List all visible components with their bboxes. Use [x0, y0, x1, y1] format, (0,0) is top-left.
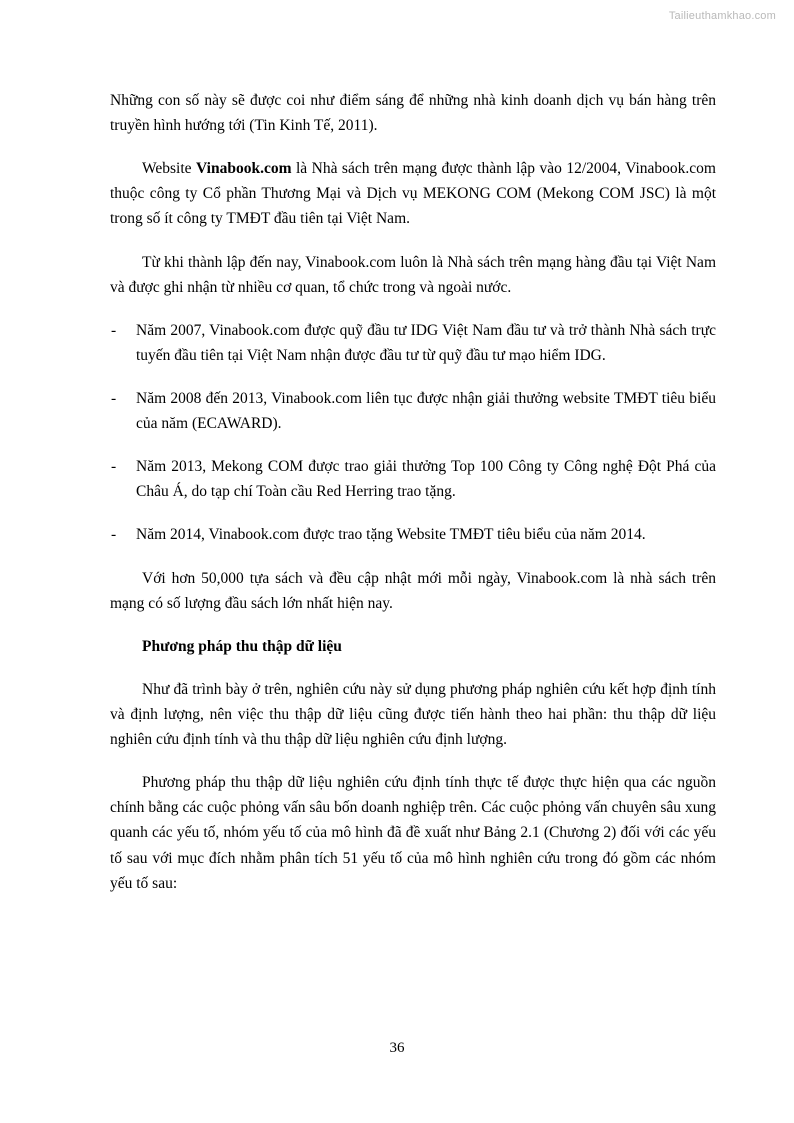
page-content: [110, 88, 716, 914]
paragraph-intro: Những con số này sẽ được coi như điểm sáng để những nhà kinh doanh dịch vụ bán hàng trên truyền hình hướng tới (Tin Kinh Tế, 2011).: [110, 92, 716, 135]
page-number: 36: [389, 1040, 405, 1056]
bullet-dash: -: [111, 526, 117, 544]
text-after-bold: là Nhà sách trên mạng được thành lập vào 12/2004, Vinabook.com thuộc công ty Cổ phần Thương Mại và Dịch vụ MEKONG COM (Mekong COM JSC) là một trong số ít công ty TMĐT đầu tiên tại Việt Nam.: [110, 160, 716, 228]
section-heading-data-collection: Phương pháp thu thập dữ liệu: [142, 637, 342, 655]
list-item-2007: [110, 318, 716, 368]
list-item-text: Năm 2013, Mekong COM được trao giải thưởng Top 100 Công ty Công nghệ Đột Phá của Châu Á, do tạp chí Toàn cầu Red Herring trao tặng.: [136, 458, 716, 501]
company-name-bold: Vinabook.com: [196, 160, 292, 178]
list-item-2013: [110, 454, 716, 504]
paragraph-qualitative-method: Phương pháp thu thập dữ liệu nghiên cứu định tính thực tế được thực hiện qua các nguồn chính bằng các cuộc phỏng vấn sâu bốn doanh nghiệp trên. Các cuộc phỏng vấn chuyên sâu xung quanh các yếu tố, nhóm yếu tố của mô hình đã đề xuất như Bảng 2.1 (Chương 2) đối với các yếu tố sau với mục đích nhằm phân tích 51 yếu tố của mô hình nghiên cứu trong đó gồm các nhóm yếu tố sau:: [110, 774, 716, 892]
list-item-text: Năm 2014, Vinabook.com được trao tặng Website TMĐT tiêu biểu của năm 2014.: [136, 526, 646, 544]
list-item-text: Năm 2008 đến 2013, Vinabook.com liên tục được nhận giải thưởng website TMĐT tiêu biểu của năm (ECAWARD).: [136, 389, 716, 433]
bullet-dash: -: [111, 321, 117, 339]
paragraph-leading-bookstore: Từ khi thành lập đến nay, Vinabook.com luôn là Nhà sách trên mạng hàng đầu tại Việt Nam và được ghi nhận từ nhiều cơ quan, tổ chức trong và ngoài nước.: [110, 253, 716, 296]
paragraph-vinabook-intro: [110, 156, 716, 231]
paragraph-titles-count: Với hơn 50,000 tựa sách và đều cập nhật mới mỗi ngày, Vinabook.com là nhà sách trên mạng có số lượng đầu sách lớn nhất hiện nay.: [110, 569, 716, 612]
list-item-text: Năm 2007, Vinabook.com được quỹ đầu tư IDG Việt Nam đầu tư và trở thành Nhà sách trực tuyến đầu tiên tại Việt Nam nhận được đầu tư từ quỹ đầu tư mạo hiểm IDG.: [136, 321, 716, 364]
bullet-dash: -: [111, 389, 117, 407]
list-item-2008-2013: [110, 386, 716, 436]
bullet-dash: -: [111, 458, 117, 476]
paragraph-method-overview: Như đã trình bày ở trên, nghiên cứu này sử dụng phương pháp nghiên cứu kết hợp định tính và định lượng, nên việc thu thập dữ liệu cũng được tiến hành theo hai phần: thu thập dữ liệu nghiên cứu định tính và thu thập dữ liệu nghiên cứu định lượng.: [110, 680, 716, 749]
watermark-text: Tailieuthamkhao.com: [668, 10, 776, 22]
text-before-bold: Website: [142, 160, 197, 178]
list-item-2014: [110, 522, 716, 547]
